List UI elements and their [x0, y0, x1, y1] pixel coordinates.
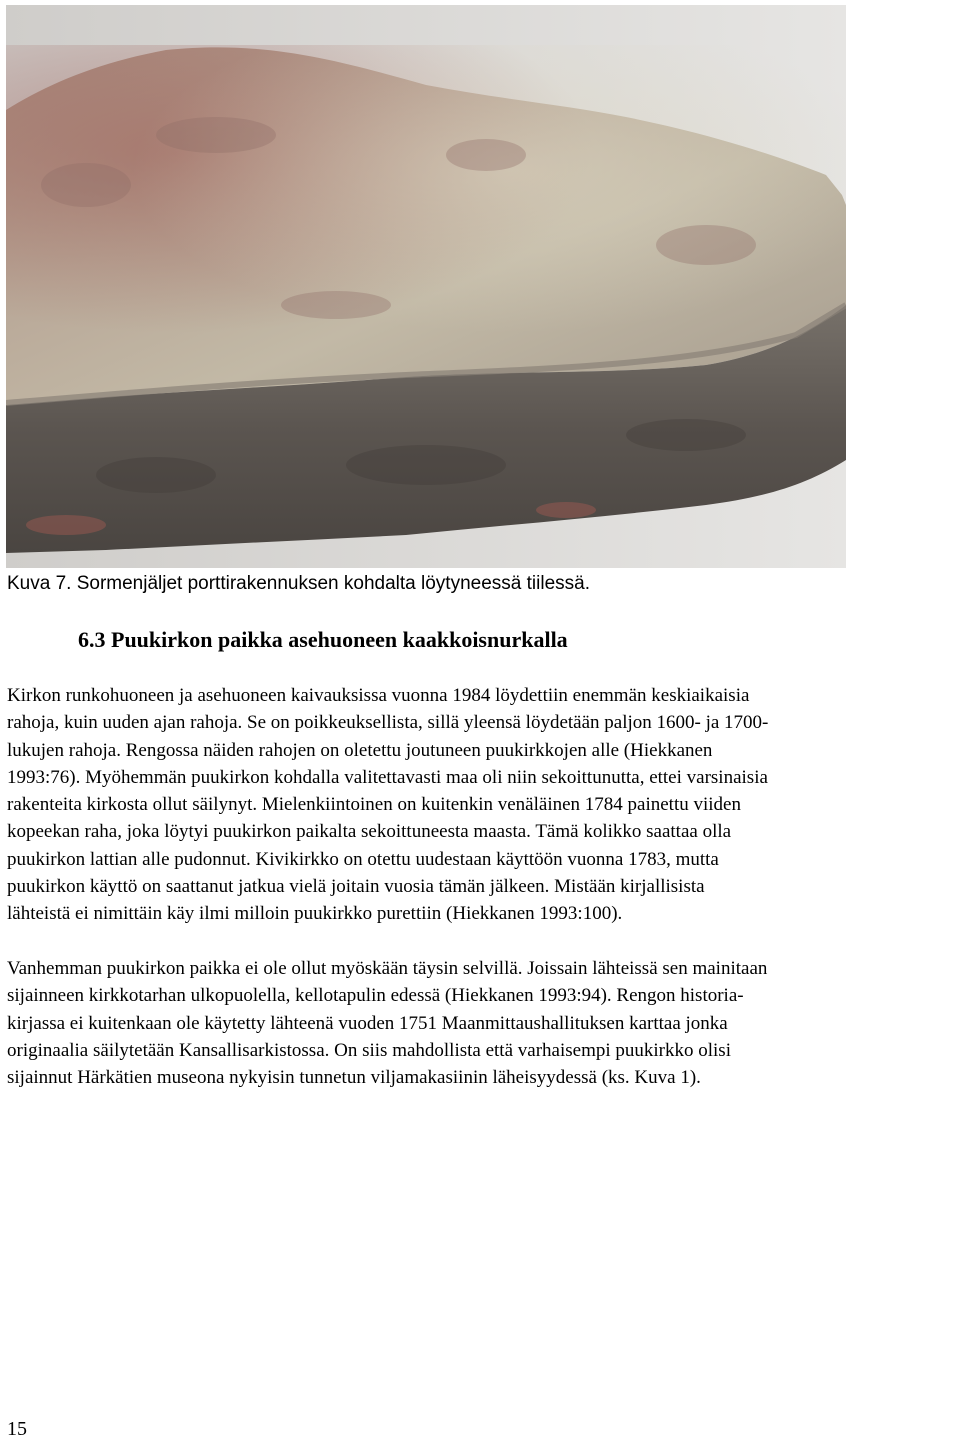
section-heading: 6.3 Puukirkon paikka asehuoneen kaakkoisnurkalla: [78, 627, 568, 652]
paragraph-line: lukujen rahoja. Rengossa näiden rahojen on oletettu joutuneen puukirkkojen alle (Hiekkanen: [7, 739, 713, 761]
paragraph-line: sijainnut Härkätien museona nykyisin tunnetun viljamakasiinin läheisyydessä (ks. Kuva 1).: [7, 1067, 701, 1089]
paragraph-line: Kirkon runkohuoneen ja asehuoneen kaivauksissa vuonna 1984 löydettiin enemmän keskiaikaisia: [7, 685, 750, 706]
page-number: 15: [7, 1418, 27, 1440]
paragraph-line: rakenteita kirkosta ollut säilynyt. Mielenkiintoinen on kuitenkin venäläinen 1784 painettu viiden: [7, 794, 741, 816]
paragraph-2: [7, 955, 957, 1091]
paragraph-line: kirjassa ei kuitenkaan ole käytetty lähteenä vuoden 1751 Maanmittaushallituksen karttaa jonka: [7, 1012, 728, 1034]
paragraph-1: [7, 682, 957, 928]
paragraph-line: rahoja, kuin uuden ajan rahoja. Se on poikkeuksellista, sillä yleensä löydetään paljon 1600- ja 1700-: [7, 712, 769, 734]
brick-photo: [6, 5, 846, 568]
paragraph-line: kopeekan raha, joka löytyi puukirkon paikalta sekoittuneesta maasta. Tämä kolikko saattaa olla: [7, 821, 732, 843]
figure-caption: Kuva 7. Sormenjäljet porttirakennuksen kohdalta löytyneessä tiilessä.: [7, 573, 590, 594]
paragraph-line: 1993:76). Myöhemmän puukirkon kohdalla valitettavasti maa oli niin sekoittunutta, ettei varsinaisia: [7, 766, 768, 788]
paragraph-line: Vanhemman puukirkon paikka ei ole ollut myöskään täysin selvillä. Joissain lähteissä sen mainitaan: [7, 958, 768, 979]
paragraph-line: puukirkon käyttö on saattanut jatkua vielä joitain vuosia tämän jälkeen. Mistään kirjallisista: [7, 876, 705, 898]
brick-photo-image: [6, 5, 846, 568]
paragraph-line: lähteistä ei nimittäin käy ilmi milloin puukirkko purettiin (Hiekkanen 1993:100).: [7, 903, 623, 925]
paragraph-line: originaalia säilytetään Kansallisarkistossa. On siis mahdollista että varhaisempi puukirkko olisi: [7, 1039, 731, 1061]
paragraph-line: sijainneen kirkkotarhan ulkopuolella, kellotapulin edessä (Hiekkanen 1993:94). Rengon historia-: [7, 985, 744, 1007]
paragraph-line: puukirkon lattian alle pudonnut. Kivikirkko on otettu uudestaan käyttöön vuonna 1783, mutta: [7, 848, 719, 870]
